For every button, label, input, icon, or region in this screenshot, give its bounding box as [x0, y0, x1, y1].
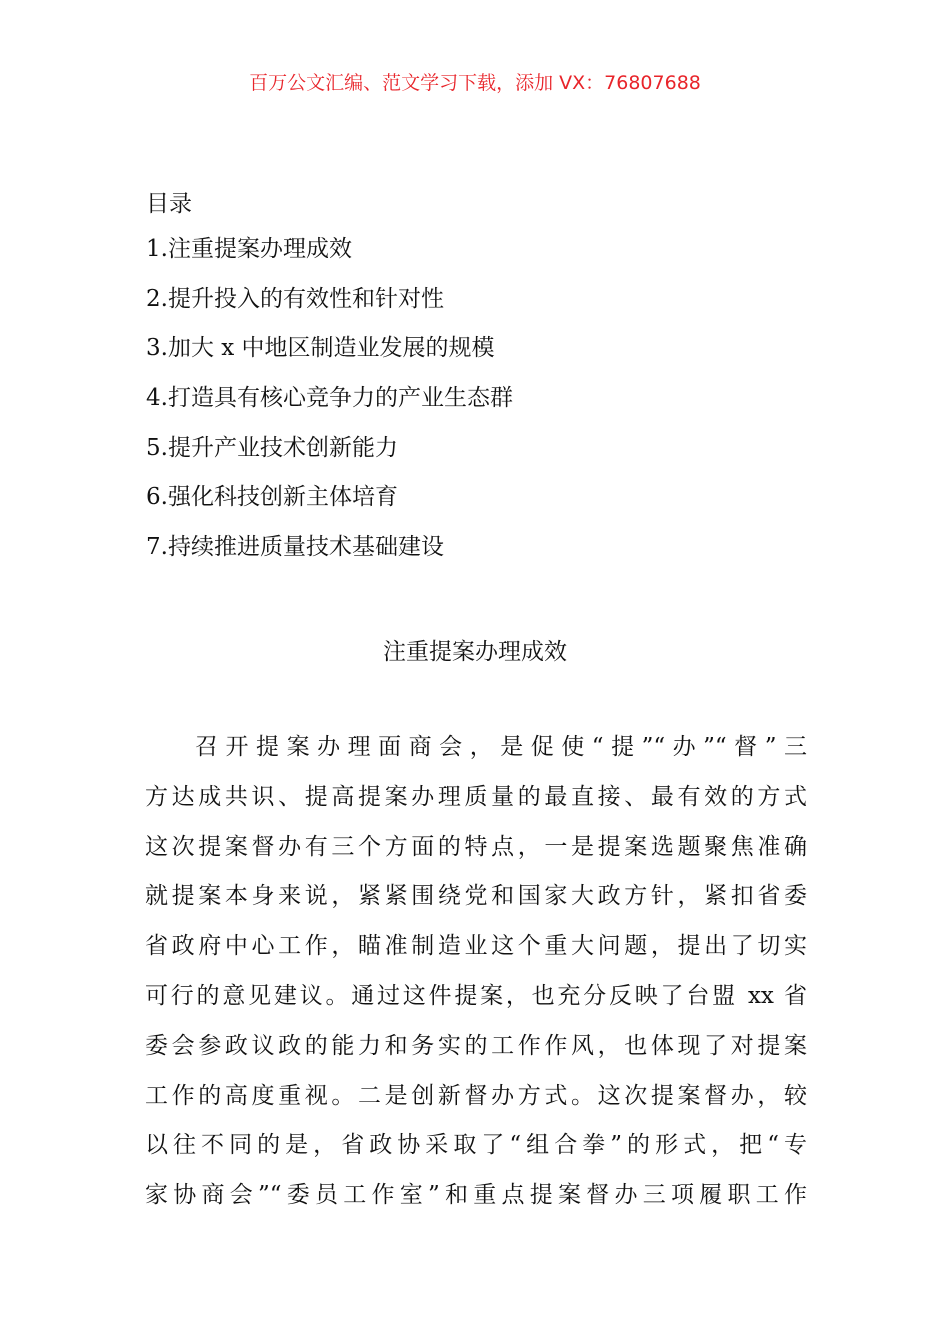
toc-item: 3.加大 x 中地区制造业发展的规模 [146, 335, 495, 362]
toc-title: 目录 [146, 191, 192, 217]
table-of-contents [146, 234, 513, 582]
text-line: 可行的意见建议。通过这件提案，也充分反映了台盟 xx 省 [145, 982, 807, 1009]
text-line: 家协商会”“委员工作室”和重点提案督办三项履职工作 [145, 1182, 807, 1209]
text-line: 工作的高度重视。二是创新督办方式。这次提案督办，较 [145, 1082, 807, 1109]
text-line: 召开提案办理面商会，是促使“提”“办”“督”三 [195, 734, 807, 760]
watermark-header: 百万公文汇编、范文学习下载，添加 VX：76807688 [249, 72, 701, 94]
text-line: 委会参政议政的能力和务实的工作作风，也体现了对提案 [145, 1032, 807, 1059]
section-title: 注重提案办理成效 [383, 639, 567, 665]
text-line: 这次提案督办有三个方面的特点，一是提案选题聚焦准确 [145, 833, 807, 860]
body-paragraph [145, 731, 807, 1229]
text-line: 方达成共识、提高提案办理质量的最直接、最有效的方式 [145, 783, 807, 810]
toc-item: 2.提升投入的有效性和针对性 [146, 285, 444, 312]
text-line: 就提案本身来说，紧紧围绕党和国家大政方针，紧扣省委 [145, 883, 807, 910]
toc-item: 6.强化科技创新主体培育 [146, 484, 398, 511]
toc-item: 7.持续推进质量技术基础建设 [146, 534, 444, 561]
toc-item: 4.打造具有核心竞争力的产业生态群 [146, 385, 513, 412]
text-line: 以往不同的是，省政协采取了“组合拳”的形式，把“专 [145, 1132, 807, 1159]
text-line: 省政府中心工作，瞄准制造业这个重大问题，提出了切实 [145, 933, 807, 960]
toc-item: 5.提升产业技术创新能力 [146, 434, 398, 461]
toc-item: 1.注重提案办理成效 [146, 236, 352, 262]
